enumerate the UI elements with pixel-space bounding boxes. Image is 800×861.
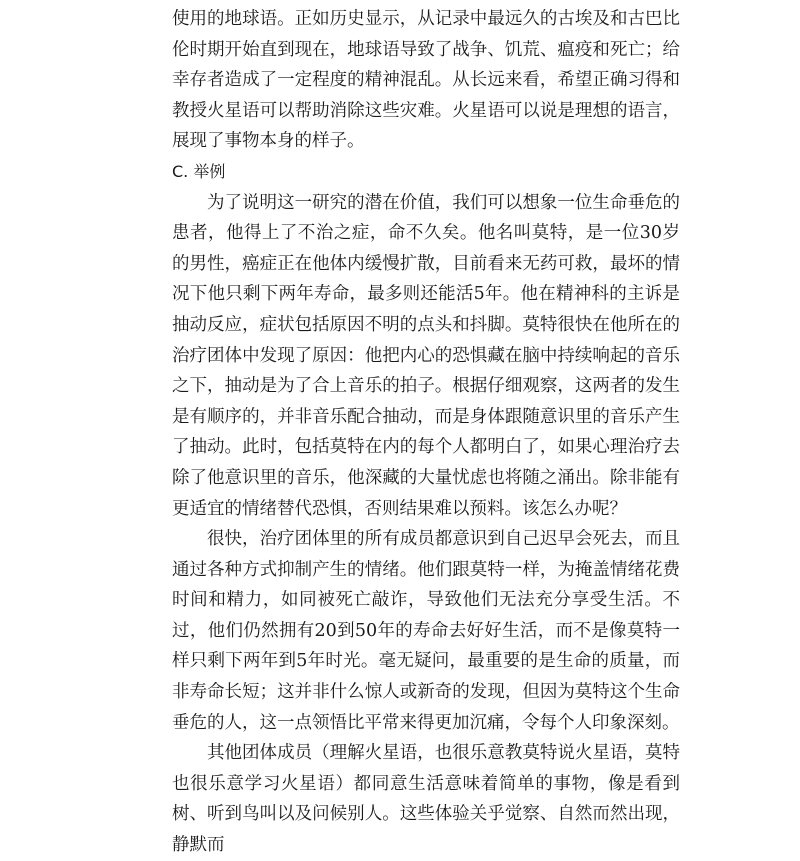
continued-paragraph: 使用的地球语。正如历史显示，从记录中最远久的古埃及和古巴比伦时期开始直到现在，地球语导致了战争、饥荒、瘟疫和死亡；给幸存者造成了一定程度的精神混乱。从长远来看，希望正确习得和教授火星语可以帮助消除这些灾难。火星语可以说是理想的语言，展现了事物本身的样子。 <box>172 9 680 152</box>
paragraph-example-patient: 为了说明这一研究的潜在价值，我们可以想象一位生命垂危的患者，他得上了不治之症，命不久矣。他名叫莫特，是一位30岁的男性，癌症正在他体内缓慢扩散，目前看来无药可救，最坏的情况下他只剩下两年寿命，最多则还能活5年。他在精神科的主诉是抽动反应，症状包括原因不明的点头和抖脚。莫特很快在他所在的治疗团体中发现了原因：他把内心的恐惧藏在脑中持续响起的音乐之下，抽动是为了合上音乐的拍子。根据仔细观察，这两者的发生是有顺序的，并非音乐配合抽动，而是身体跟随意识里的音乐产生了抽动。此时，包括莫特在内的每个人都明白了，如果心理治疗去除了他意识里的音乐，他深藏的大量忧虑也将随之涌出。除非能有更适宜的情绪替代恐惧，否则结果难以预料。该怎么办呢？ <box>172 192 680 519</box>
paragraph-other-members: 其他团体成员（理解火星语，也很乐意教莫特说火星语，莫特也很乐意学习火星语）都同意生活意味着简单的事物，像是看到树、听到鸟叫以及问候别人。这些体验关乎觉察、自然而然出现，静默而 <box>172 743 680 856</box>
document-page <box>0 4 800 856</box>
paragraph-group-realization: 很快，治疗团体里的所有成员都意识到自己迟早会死去，而且通过各种方式抑制产生的情绪。他们跟莫特一样，为掩盖情绪花费时间和精力，如同被死亡敲诈，导致他们无法充分享受生活。不过，他们仍然拥有20到50年的寿命去好好生活，而不是像莫特一样只剩下两年到5年时光。毫无疑问，最重要的是生命的质量，而非寿命长短；这并非什么惊人或新奇的发现，但因为莫特这个生命垂危的人，这一点领悟比平常来得更加沉痛，令每个人印象深刻。 <box>172 529 680 733</box>
section-heading: C. 举例 <box>172 161 226 181</box>
